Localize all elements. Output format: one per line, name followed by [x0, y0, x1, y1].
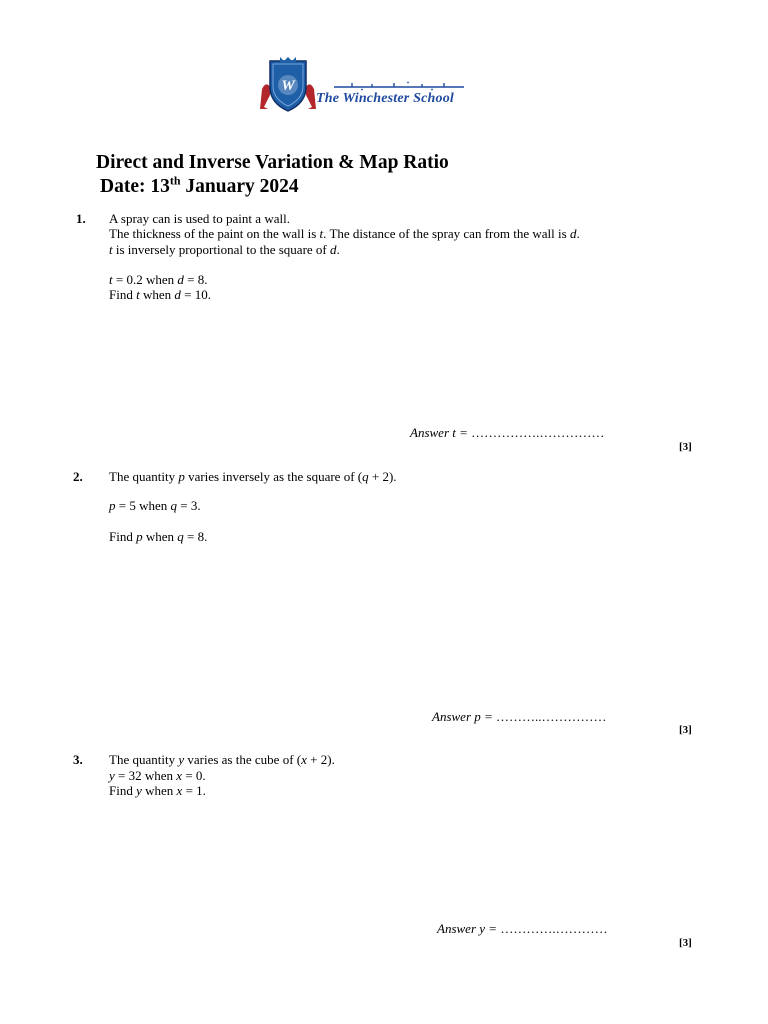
answer-label: Answer p = [432, 709, 497, 724]
arabic-name-decoration [332, 81, 472, 91]
page-title: Direct and Inverse Variation & Map Ratio [96, 152, 449, 173]
answer-label: Answer y = [437, 921, 501, 936]
svg-text:W: W [281, 78, 295, 94]
school-crest-icon [260, 55, 316, 115]
question-text-line: y = 32 when x = 0. [109, 768, 206, 783]
exam-date [100, 175, 299, 198]
question-number: 3. [73, 752, 83, 767]
answer-blank[interactable]: …………….…………… [471, 425, 605, 440]
answer-line [432, 709, 607, 725]
question-text-line: Find y when x = 1. [109, 783, 206, 798]
question-text-line: t is inversely proportional to the square of d. [109, 242, 340, 257]
school-logo [260, 55, 475, 117]
marks-label: [3] [679, 441, 692, 453]
marks-label: [3] [679, 724, 692, 736]
question-text-line: The thickness of the paint on the wall is t. The distance of the spray can from the wall is d. [109, 226, 580, 241]
question-text-line: Find p when q = 8. [109, 529, 208, 544]
question-text-line: A spray can is used to paint a wall. [109, 211, 290, 226]
answer-label: Answer t = [410, 425, 472, 440]
answer-line [410, 425, 604, 441]
question-text-line: The quantity p varies inversely as the square of (q + 2). [109, 469, 397, 484]
question-text-line: p = 5 when q = 3. [109, 498, 201, 513]
marks-label: [3] [679, 937, 692, 949]
question-text-line: The quantity y varies as the cube of (x + 2). [109, 752, 335, 767]
question-number: 1. [76, 211, 86, 226]
answer-blank[interactable]: ………..…………… [496, 709, 607, 724]
question-text-line: t = 0.2 when d = 8. [109, 272, 208, 287]
answer-line [437, 921, 608, 937]
question-text-line: Find t when d = 10. [109, 287, 211, 302]
date-prefix: Date: 13 [100, 176, 170, 197]
school-name: The Winchester School [316, 91, 454, 106]
answer-blank[interactable]: ………….………… [500, 921, 608, 936]
date-suffix: January 2024 [180, 176, 299, 197]
question-number: 2. [73, 469, 83, 484]
date-ordinal: th [169, 173, 181, 188]
